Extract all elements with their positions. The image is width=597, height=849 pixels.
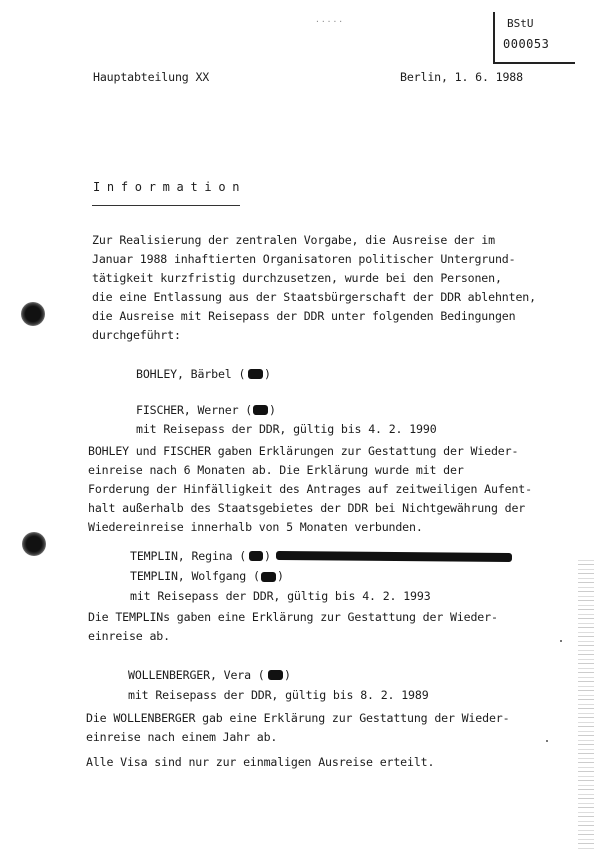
- person-name-close: ): [264, 367, 271, 381]
- scan-edge-noise: [578, 560, 594, 849]
- intro-line: Zur Realisierung der zentralen Vorgabe, die Ausreise der im: [92, 233, 495, 247]
- person-name: TEMPLIN, Wolfgang (: [130, 569, 260, 583]
- intro-line: Januar 1988 inhaftierten Organisatoren politischer Untergrund-: [92, 252, 516, 266]
- intro-line: die Ausreise mit Reisepass der DDR unter folgenden Bedingungen: [92, 309, 516, 323]
- top-archive-mark: ·····: [315, 17, 345, 26]
- department-heading: Hauptabteilung XX: [93, 70, 210, 84]
- note-line: Die WOLLENBERGER gab eine Erklärung zur Gestattung der Wieder-: [86, 711, 510, 725]
- note-line: BOHLEY und FISCHER gaben Erklärungen zur Gestattung der Wieder-: [88, 444, 519, 458]
- note-line: Wiedereinreise innerhalb von 5 Monaten verbunden.: [88, 520, 423, 534]
- intro-line: durchgeführt:: [92, 328, 181, 342]
- intro-line: die eine Entlassung aus der Staatsbürgerschaft der DDR ablehnten,: [92, 290, 536, 304]
- redaction-bar: [276, 551, 512, 562]
- place-date: Berlin, 1. 6. 1988: [400, 70, 523, 84]
- passport-validity: mit Reisepass der DDR, gültig bis 4. 2. 1993: [130, 589, 431, 603]
- title-underline: [92, 205, 240, 206]
- note-line: halt außerhalb des Staatsgebietes der DDR bei Nichtgewährung der: [88, 501, 526, 515]
- stamp-agency: BStU: [507, 17, 534, 30]
- note-line: Die TEMPLINs gaben eine Erklärung zur Gestattung der Wieder-: [88, 610, 498, 624]
- note-line: einreise nach einem Jahr ab.: [86, 730, 278, 744]
- note-line: einreise ab.: [88, 629, 170, 643]
- punch-hole: [21, 302, 45, 326]
- redaction-bar: [248, 369, 263, 379]
- archive-stamp: [493, 12, 575, 64]
- redaction-bar: [268, 670, 283, 680]
- scan-speck: [560, 640, 562, 642]
- redaction-bar: [249, 551, 263, 561]
- person-name: TEMPLIN, Regina (: [130, 549, 247, 563]
- passport-validity: mit Reisepass der DDR, gültig bis 4. 2. 1990: [136, 422, 437, 436]
- closing-note: Alle Visa sind nur zur einmaligen Ausreise erteilt.: [86, 755, 435, 769]
- note-line: Forderung der Hinfälligkeit des Antrages auf zeitweiligen Aufent-: [88, 482, 532, 496]
- passport-validity: mit Reisepass der DDR, gültig bis 8. 2. 1989: [128, 688, 429, 702]
- intro-line: tätigkeit kurzfristig durchzusetzen, wurde bei den Personen,: [92, 271, 502, 285]
- person-name-close: ): [284, 668, 291, 682]
- document-title: Information: [93, 180, 247, 194]
- stamp-page-number: 000053: [503, 37, 550, 51]
- punch-hole: [22, 532, 46, 556]
- redaction-bar: [261, 572, 276, 582]
- person-name-close: ): [264, 549, 271, 563]
- scan-speck: [546, 740, 548, 742]
- person-name-close: ): [269, 403, 276, 417]
- redaction-bar: [253, 405, 268, 415]
- person-name: WOLLENBERGER, Vera (: [128, 668, 265, 682]
- person-name-close: ): [277, 569, 284, 583]
- person-name: BOHLEY, Bärbel (: [136, 367, 246, 381]
- note-line: einreise nach 6 Monaten ab. Die Erklärung wurde mit der: [88, 463, 464, 477]
- person-name: FISCHER, Werner (: [136, 403, 253, 417]
